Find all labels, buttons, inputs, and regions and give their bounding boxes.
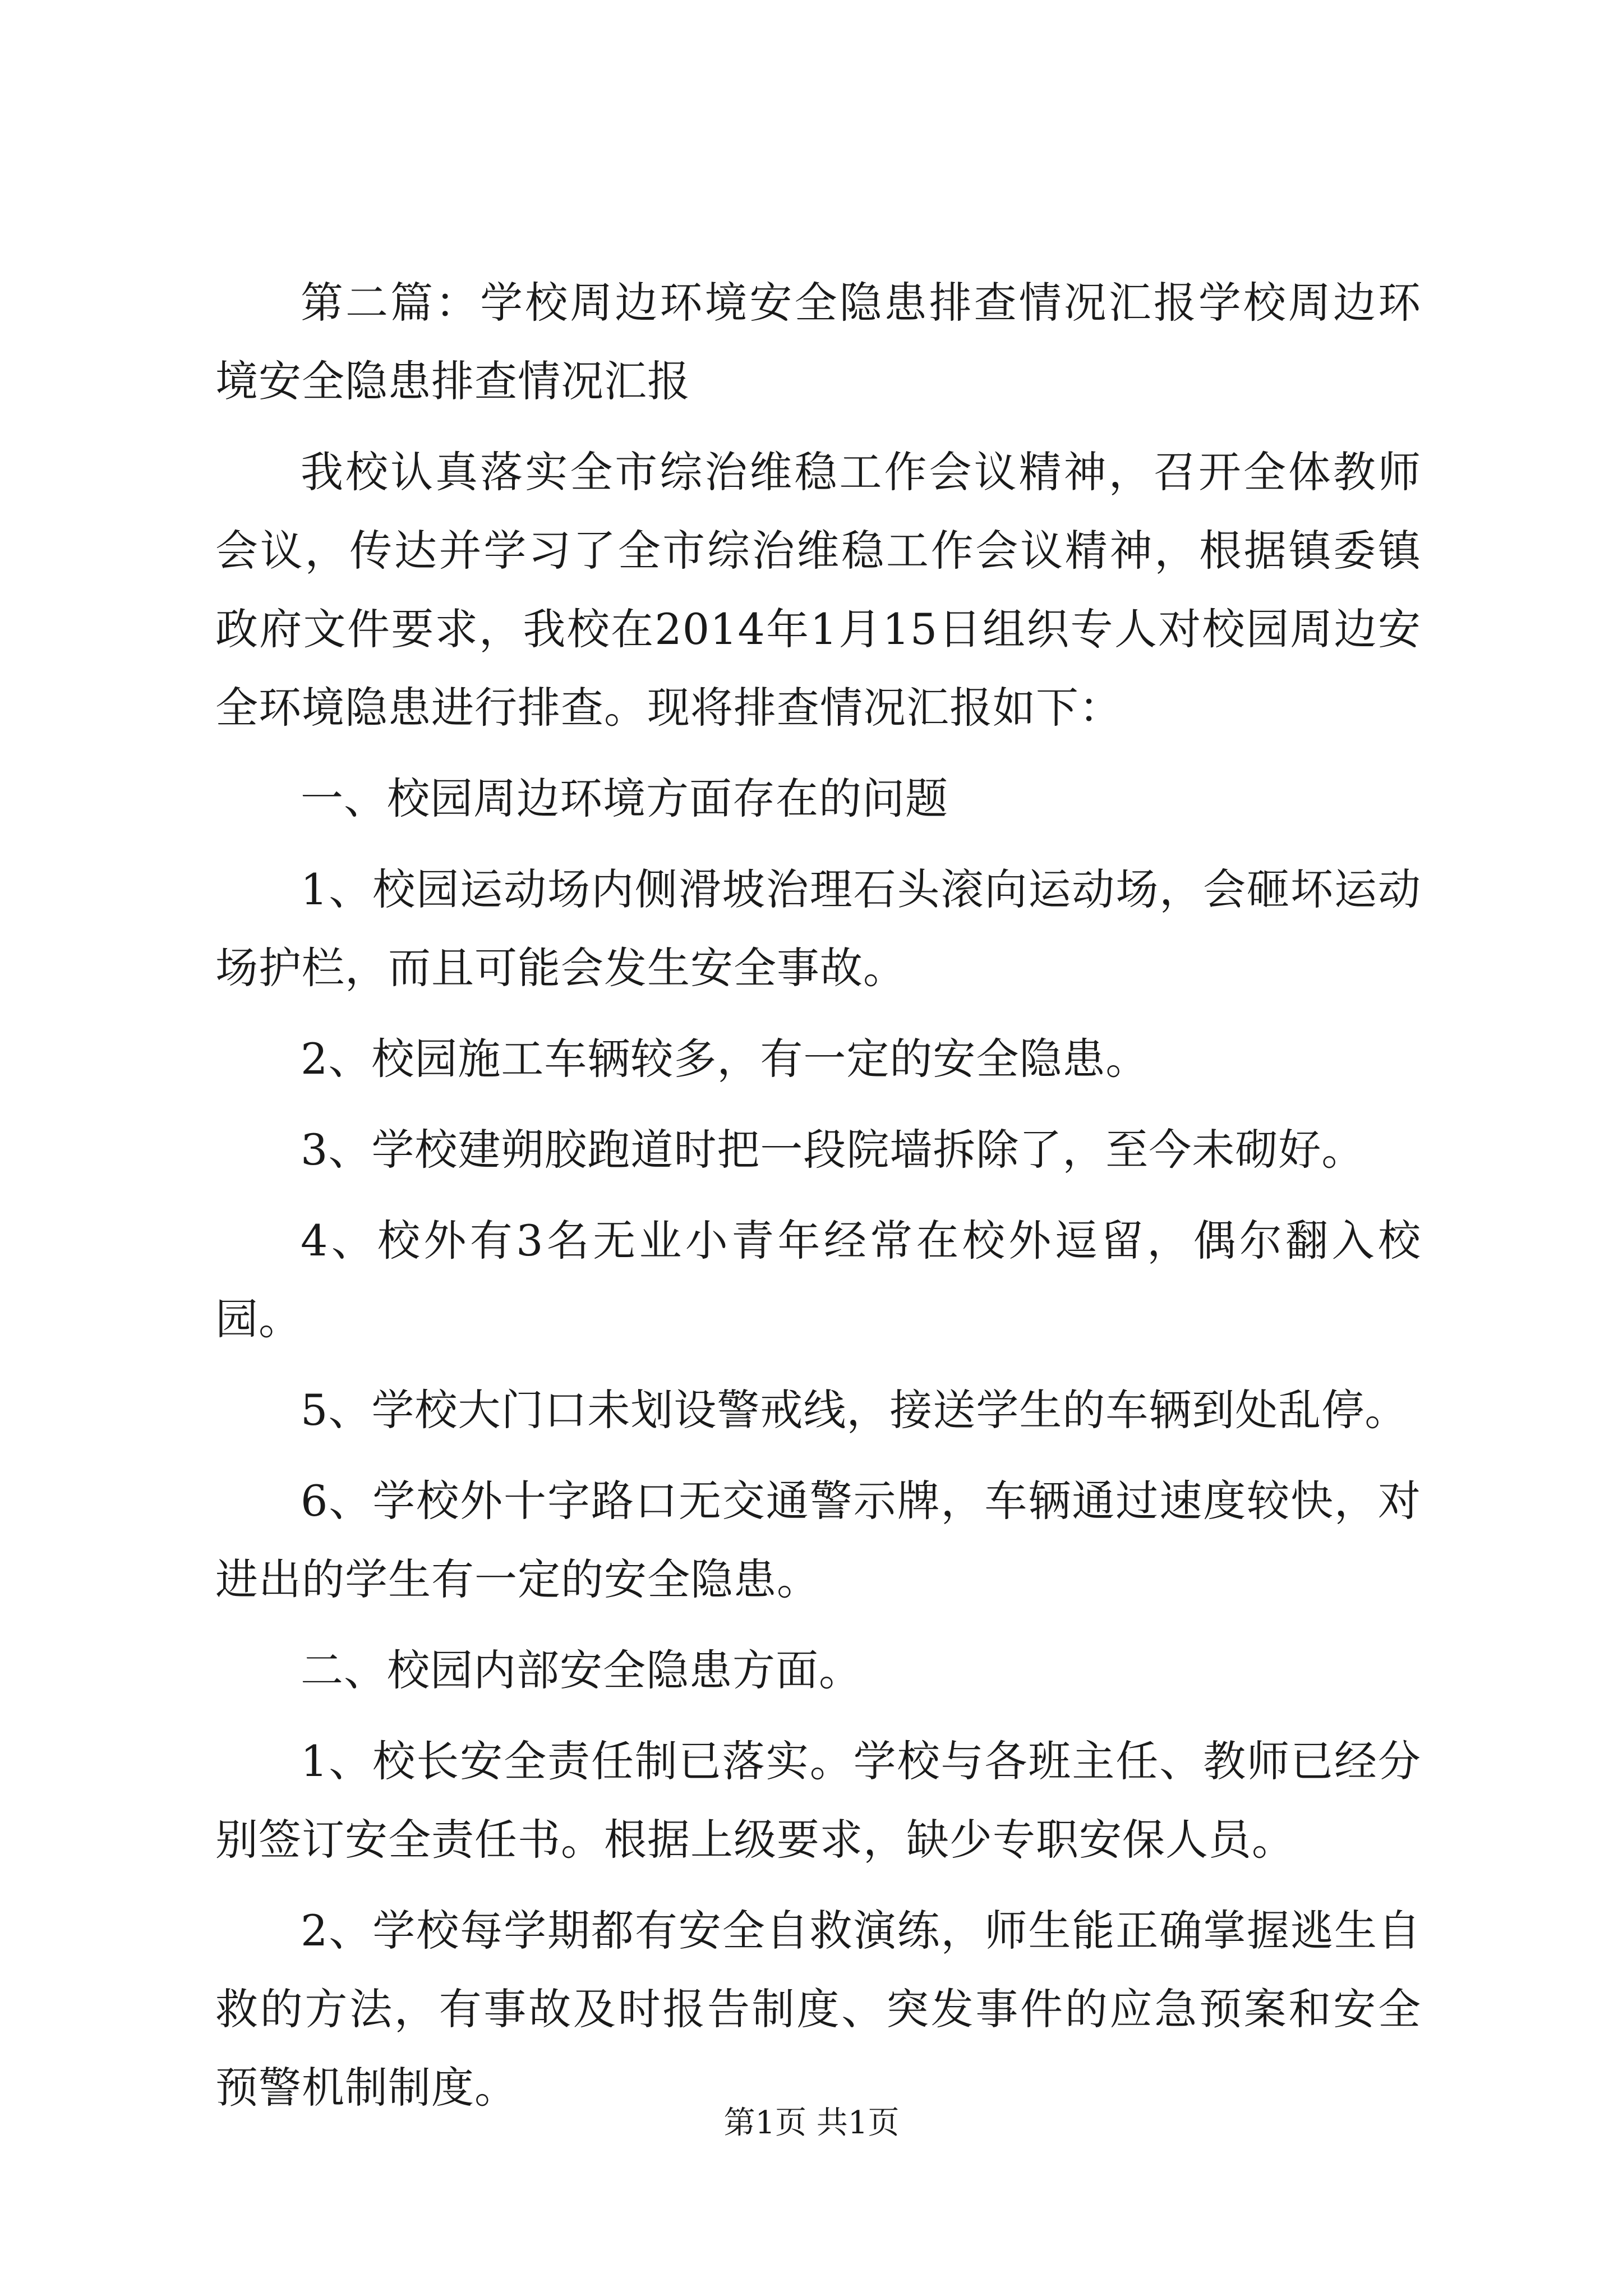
- list-item: 2、校园施工车辆较多，有一定的安全隐患。: [301, 1034, 1149, 1084]
- list-item: 3、学校建朔胶跑道时把一段院墙拆除了，至今未砌好。: [301, 1125, 1365, 1175]
- list-item: 4、校外有3名无业小青年经常在校外逗留，偶尔翻入校园。: [215, 1216, 1421, 1344]
- document-title: 第二篇：学校周边环境安全隐患排查情况汇报学校周边环境安全隐患排查情况汇报: [215, 278, 1421, 406]
- section-heading-2: 二、校园内部安全隐患方面。: [301, 1645, 862, 1695]
- document-body: [215, 264, 1421, 2139]
- list-item: 1、校园运动场内侧滑坡治理石头滚向运动场，会砸坏运动场护栏，而且可能会发生安全事故。: [215, 864, 1421, 993]
- list-item: 5、学校大门口未划设警戒线，接送学生的车辆到处乱停。: [301, 1385, 1408, 1435]
- list-item: 1、校长安全责任制已落实。学校与各班主任、教师已经分别签订安全责任书。根据上级要求，缺少专职安保人员。: [215, 1736, 1421, 1865]
- intro-paragraph: 我校认真落实全市综治维稳工作会议精神，召开全体教师会议，传达并学习了全市综治维稳工作会议精神，根据镇委镇政府文件要求，我校在2014年1月15日组织专人对校园周边安全环境隐患进行排查。现将排查情况汇报如下：: [215, 447, 1421, 733]
- section-heading-1: 一、校园周边环境方面存在的问题: [301, 774, 948, 823]
- page-number-footer: 第1页 共1页: [723, 2105, 900, 2141]
- list-item: 2、学校每学期都有安全自救演练，师生能正确掌握逃生自救的方法，有事故及时报告制度、突发事件的应急预案和安全预警机制制度。: [215, 1906, 1421, 2113]
- list-item: 6、学校外十字路口无交通警示牌，车辆通过速度较快，对进出的学生有一定的安全隐患。: [215, 1476, 1421, 1604]
